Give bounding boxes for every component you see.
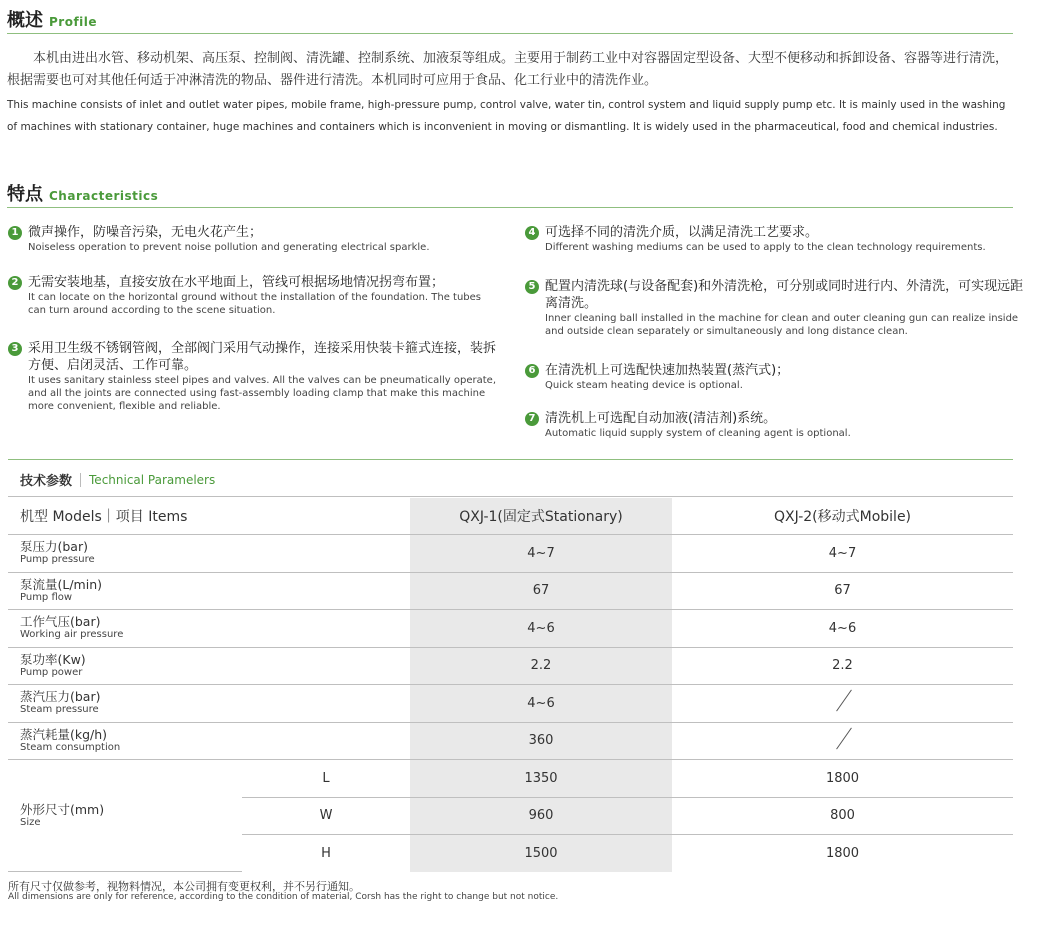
value-qxj2: 1800 <box>825 845 860 861</box>
feature-text-cn: 微声操作，防噪音污染，无电火花产生； <box>28 225 263 240</box>
param-name: 泵流量(L/min) Pump flow <box>8 572 410 610</box>
feature-text-en: Different washing mediums can be used to apply to the clean technology requirements. <box>545 242 986 253</box>
feature-item-3 <box>8 340 508 413</box>
profile-text-cn: 本机由进出水管、移动机架、高压泵、控制阀、清洗罐、控制系统、加液泵等组成。主要用于制药工业中对容器固定型设备、大型不便移动和拆卸设备、容器等进行清洗，根据需要也可对其他任何适于冲淋清洗的物品、器件进行清洗。本机同时可应用于食品、化工行业中的清洗作业。 <box>7 51 1009 88</box>
value-qxj2: 4~7 <box>672 535 1013 573</box>
profile-title-en: Profile <box>49 15 98 29</box>
value-qxj1: 960 <box>410 797 672 835</box>
feature-item-5 <box>525 278 1045 338</box>
profile-heading <box>7 6 97 32</box>
table-header-row <box>8 498 1013 535</box>
tech-title-separator <box>80 473 81 487</box>
dim-label-w: W <box>242 797 410 835</box>
table-row <box>8 647 1013 685</box>
footnote-cn: 所有尺寸仅做参考，视物料情况，本公司拥有变更权利，并不另行通知。 <box>8 880 360 893</box>
value-qxj2: 2.2 <box>672 647 1013 685</box>
value-qxj1: 67 <box>410 572 672 610</box>
footnote-en: All dimensions are only for reference, according to the condition of material, Corsh has the right to change but not notice. <box>8 892 559 902</box>
size-label: 外形尺寸(mm) Size <box>8 760 242 872</box>
number-2-icon: 2 <box>8 276 22 290</box>
param-name: 蒸汽耗量(kg/h) Steam consumption <box>8 722 410 760</box>
feature-item-2 <box>8 274 508 317</box>
slash-icon <box>833 691 853 711</box>
characteristics-divider <box>7 207 1013 208</box>
number-5-icon: 5 <box>525 280 539 294</box>
feature-text-cn: 在清洗机上可选配快速加热装置(蒸汽式)； <box>545 363 790 378</box>
value-qxj2: 1800 <box>672 760 1013 798</box>
profile-text-en: This machine consists of inlet and outlet water pipes, mobile frame, high-pressure pump, control valve, water tin, control system and liquid supply pump etc. It is mainly used in the washing of machines with stationary container, huge machines and containers which is inconvenient in moving or dismantling. It is widely used in the pharmaceutical, food and chemical industries. <box>7 99 1006 133</box>
feature-text-cn: 无需安装地基，直接安放在水平地面上，管线可根据场地情况拐弯布置； <box>28 275 445 290</box>
profile-title-cn: 概述 <box>7 10 43 31</box>
feature-text-en: Noiseless operation to prevent noise pollution and generating electrical sparkle. <box>28 242 430 253</box>
tech-parameters-table <box>8 498 1013 872</box>
param-name: 泵功率(Kw) Pump power <box>8 647 410 685</box>
characteristics-title-cn: 特点 <box>7 184 43 205</box>
feature-text-cn: 配置内清洗球(与设备配套)和外清洗枪，可分别或同时进行内、外清洗，可实现远距离清洗。 <box>545 279 1024 311</box>
table-row <box>8 610 1013 648</box>
value-qxj2 <box>672 722 1013 760</box>
value-qxj1: 360 <box>410 722 672 760</box>
tech-title-en: Technical Paramelers <box>89 472 216 487</box>
tech-title-cn: 技术参数 <box>20 474 73 489</box>
feature-text-en: It uses sanitary stainless steel pipes and valves. All the valves can be pneumatically operate, and all the joints are connected using fast-assembly loading clamp that make this machine more convenient, flexible and reliable. <box>28 375 497 412</box>
feature-text-cn: 可选择不同的清洗介质，以满足清洗工艺要求。 <box>545 225 819 240</box>
param-name: 蒸汽压力(bar) Steam pressure <box>8 685 410 723</box>
characteristics-title-en: Characteristics <box>49 189 159 203</box>
table-top-rule <box>8 496 1013 497</box>
dim-label-h: H <box>321 845 331 861</box>
feature-text-en: Automatic liquid supply system of cleaning agent is optional. <box>545 428 851 439</box>
tech-heading <box>20 470 215 489</box>
table-row <box>8 685 1013 723</box>
value-qxj1: 1350 <box>410 760 672 798</box>
value-qxj2 <box>672 685 1013 723</box>
number-4-icon: 4 <box>525 226 539 240</box>
characteristics-heading <box>7 180 158 206</box>
feature-item-7 <box>525 410 1045 440</box>
feature-text-cn: 清洗机上可选配自动加液(清洁剂)系统。 <box>545 411 777 426</box>
number-6-icon: 6 <box>525 364 539 378</box>
table-row <box>8 535 1013 573</box>
feature-item-4 <box>525 224 1045 254</box>
value-qxj1: 2.2 <box>410 647 672 685</box>
feature-text-en: It can locate on the horizontal ground without the installation of the foundation. The tubes can turn around according to the scene situation. <box>28 292 482 316</box>
feature-text-en: Quick steam heating device is optional. <box>545 380 743 391</box>
param-name: 泵压力(bar) Pump pressure <box>8 535 410 573</box>
header-qxj2: QXJ-2(移动式Mobile) <box>672 498 1013 535</box>
table-row <box>8 572 1013 610</box>
number-3-icon: 3 <box>8 342 22 356</box>
value-qxj1: 4~6 <box>410 610 672 648</box>
profile-divider <box>7 33 1013 34</box>
value-qxj1: 1500 <box>410 835 672 872</box>
table-row <box>8 722 1013 760</box>
value-qxj2: 4~6 <box>672 610 1013 648</box>
feature-item-6 <box>525 362 1045 392</box>
value-qxj1: 4~6 <box>410 685 672 723</box>
feature-item-1 <box>8 224 508 254</box>
header-qxj1: QXJ-1(固定式Stationary) <box>410 498 672 535</box>
tech-divider <box>8 459 1013 460</box>
slash-icon <box>833 729 853 749</box>
value-qxj2: 67 <box>672 572 1013 610</box>
value-qxj2: 800 <box>672 797 1013 835</box>
value-qxj1: 4~7 <box>410 535 672 573</box>
header-models-items: 机型 Models｜项目 Items <box>8 498 410 535</box>
number-1-icon: 1 <box>8 226 22 240</box>
dim-label-l: L <box>242 760 410 798</box>
feature-text-cn: 采用卫生级不锈钢管阀，全部阀门采用气动操作，连接采用快装卡箍式连接，装拆方便、启闭灵活、工作可靠。 <box>28 341 497 373</box>
table-row <box>8 760 1013 798</box>
param-name: 工作气压(bar) Working air pressure <box>8 610 410 648</box>
feature-text-en: Inner cleaning ball installed in the machine for clean and outer cleaning gun can realize inside and outside clean separately or simultaneously and long distance clean. <box>545 313 1019 337</box>
number-7-icon: 7 <box>525 412 539 426</box>
